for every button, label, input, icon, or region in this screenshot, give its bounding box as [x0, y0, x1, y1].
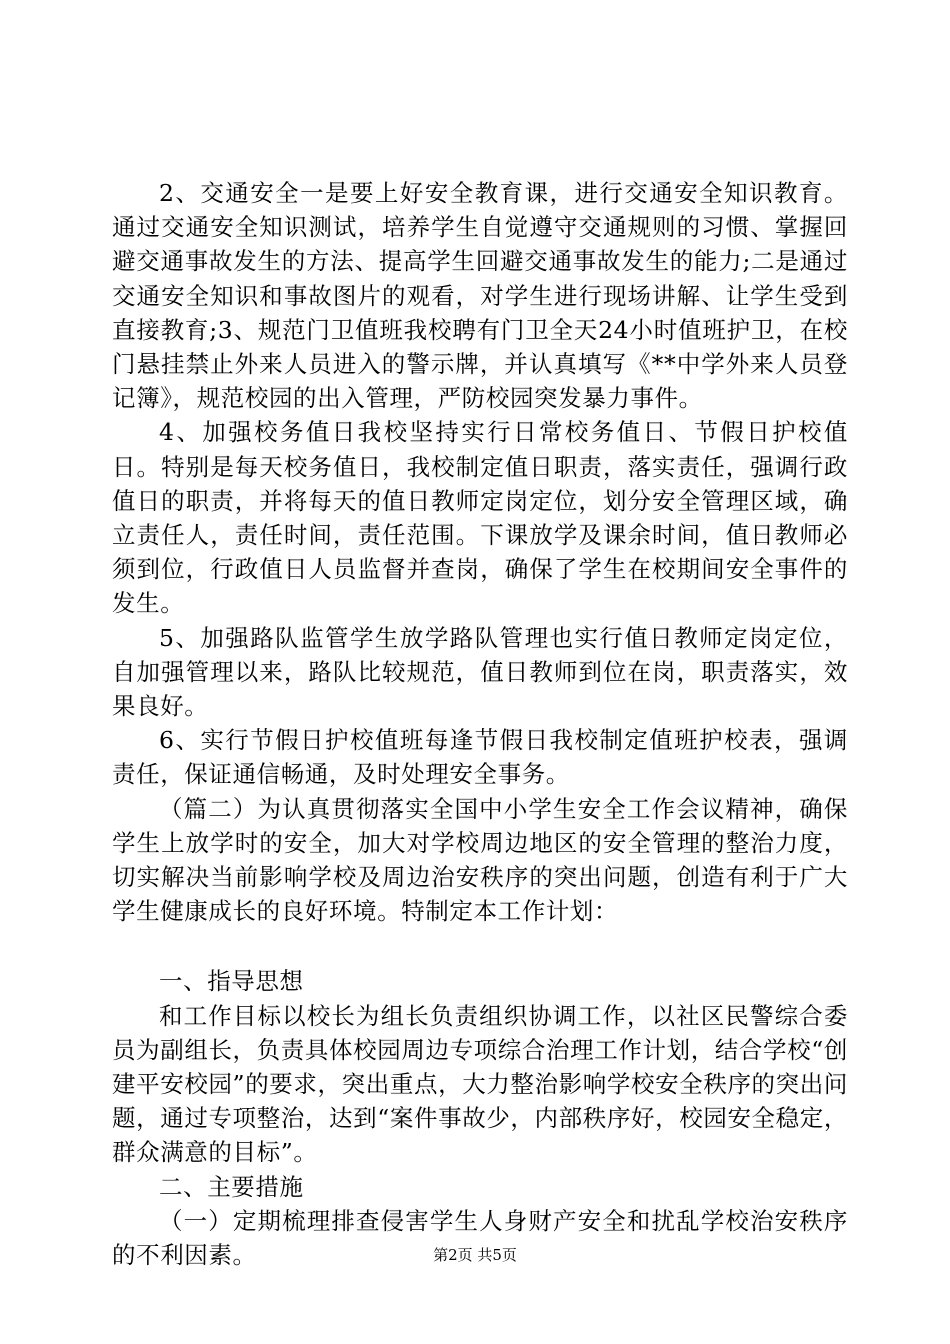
page-number-footer: 第2页 共5页: [433, 1246, 517, 1264]
paragraph-holiday-duty: 6、实行节假日护校值班每逢节假日我校制定值班护校表，强调责任，保证通信畅通，及时处理安全事务。: [112, 726, 848, 789]
paragraph-part-two-intro: （篇二）为认真贯彻落实全国中小学生安全工作会议精神，确保学生上放学时的安全，加大对学校周边地区的安全管理的整治力度，切实解决当前影响学校及周边治安秩序的突出问题，创造有利于广大学生健康成长的良好环境。特制定本工作计划：: [112, 794, 848, 926]
paragraph-work-goals: 和工作目标以校长为组长负责组织协调工作，以社区民警综合委员为副组长，负责具体校园周边专项综合治理工作计划，结合学校“创建平安校园”的要求，突出重点，大力整治影响学校安全秩序的突出问题，通过专项整治，达到“案件事故少，内部秩序好，校园安全稳定，群众满意的目标”。: [112, 1001, 848, 1167]
paragraph-measure-one: （一）定期梳理排查侵害学生人身财产安全和扰乱学校治安秩序的不利因素。: [112, 1206, 848, 1270]
paragraph-gap: [112, 928, 848, 964]
paragraph-duty-roster: 4、加强校务值日我校坚持实行日常校务值日、节假日护校值日。特别是每天校务值日，我校制定值日职责，落实责任，强调行政值日的职责，并将每天的值日教师定岗定位，划分安全管理区域，确立责任人，责任时间，责任范围。下课放学及课余时间，值日教师必须到位，行政值日人员监督并查岗，确保了学生在校期间安全事件的发生。: [112, 418, 848, 618]
paragraph-route-supervision: 5、加强路队监管学生放学路队管理也实行值日教师定岗定位，自加强管理以来，路队比较规范，值日教师到位在岗，职责落实，效果良好。: [112, 623, 848, 721]
paragraph-traffic-safety: 2、交通安全一是要上好安全教育课，进行交通安全知识教育。通过交通安全知识测试，培养学生自觉遵守交通规则的习惯、掌握回避交通事故发生的方法、提高学生回避交通事故发生的能力;二是通过交通安全知识和事故图片的观看，对学生进行现场讲解、让学生受到直接教育;3、规范门卫值班我校聘有门卫全天24小时值班护卫，在校门悬挂禁止外来人员进入的警示牌，并认真填写《**中学外来人员登记簿》，规范校园的出入管理，严防校园突发暴力事件。: [112, 179, 848, 413]
document-body: [112, 176, 848, 1272]
section-heading-guiding-ideology: 一、指导思想: [159, 967, 304, 996]
section-heading-main-measures: 二、主要措施: [159, 1172, 304, 1201]
